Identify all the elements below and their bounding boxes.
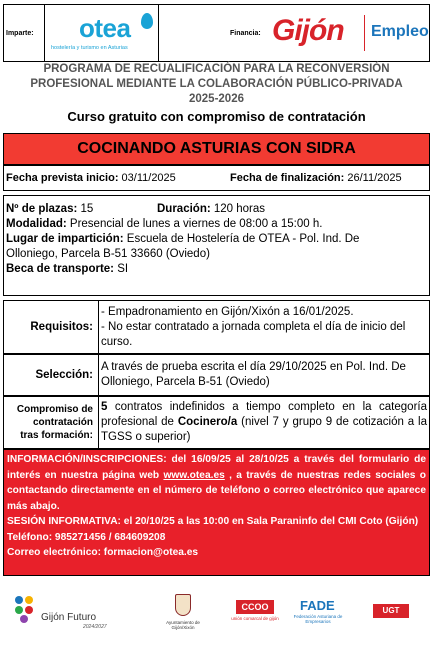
requisitos-row <box>3 300 430 354</box>
ayuntamiento-shield-icon <box>175 594 191 616</box>
lugar-row <box>6 232 427 247</box>
categoria: Cocinero/a <box>177 416 238 428</box>
empleo-logo: Empleo <box>371 23 429 40</box>
requisito-item: - No estar contratado a jornada completa el día de inicio del curso. <box>101 320 406 348</box>
start-date-value: 03/11/2025 <box>121 172 176 184</box>
footer-logos <box>3 590 430 640</box>
course-title: COCINANDO ASTURIAS CON SIDRA <box>77 140 356 157</box>
program-line-1: PROGRAMA DE RECUALIFICACIÓN PARA LA RECONVERSIÓN <box>43 63 390 75</box>
ccoo-subtitle: unión comarcal de gijón <box>231 616 279 621</box>
contratos-count: 5 <box>101 401 108 413</box>
program-line-2: PROFESIONAL MEDIANTE LA COLABORACIÓN PÚBLICO-PRIVADA <box>30 78 403 90</box>
otea-logo <box>44 5 159 61</box>
gijon-futuro-year: 2024/2027 <box>83 624 107 630</box>
course-title-band <box>3 133 430 165</box>
duracion <box>157 202 265 217</box>
course-info <box>3 195 430 296</box>
compromiso-label <box>4 397 99 448</box>
beca-value: SI <box>117 263 129 275</box>
fade-logo: FADE <box>300 598 335 613</box>
inscripciones-text <box>7 452 426 514</box>
gijon-futuro-mark-icon <box>15 596 37 624</box>
course-subtitle: Curso gratuito con compromiso de contratación <box>67 109 366 124</box>
duracion-label: Duración: <box>157 203 211 215</box>
duracion-value: 120 horas <box>213 203 266 215</box>
requisitos-values <box>101 301 427 353</box>
program-title <box>3 62 430 125</box>
plazas-value: 15 <box>80 203 94 215</box>
program-years: 2025-2026 <box>189 93 244 105</box>
lugar-row-2 <box>6 247 427 262</box>
otea-tagline: hostelería y turismo en Asturias <box>51 45 128 51</box>
compromiso-text <box>101 400 427 445</box>
financia-label: Financia: <box>230 30 261 37</box>
plazas-label: Nº de plazas: <box>6 203 78 215</box>
inscripciones-text-b: , a través de nuestras redes sociales o contactando directamente en el número de teléfono o correo electrónico que aparece más abajo. <box>7 469 426 512</box>
logo-divider <box>364 15 365 51</box>
sesion-informativa: SESIÓN INFORMATIVA: el 20/10/25 a las 10:00 en Sala Paraninfo del CMI Coto (Gijón) <box>7 516 419 527</box>
modalidad-row <box>6 217 427 232</box>
compromiso-label-2: contratación <box>32 417 93 428</box>
dates-row <box>3 165 430 191</box>
fade-subtitle: Federación Asturiana de Empresarios <box>293 614 343 624</box>
seleccion-value <box>101 355 427 395</box>
otea-website-link[interactable]: www.otea.es <box>163 469 225 481</box>
lugar-value-1: Escuela de Hostelería de OTEA - Pol. Ind. De <box>126 233 360 245</box>
imparte-label: Imparte: <box>6 30 34 37</box>
lugar-label: Lugar de impartición: <box>6 233 124 245</box>
header-logos <box>3 4 430 62</box>
compromiso-label-1: Compromiso de <box>16 404 93 415</box>
beca-row <box>6 262 427 277</box>
compromiso-row <box>3 396 430 449</box>
inscripciones-text-a: INFORMACIÓN/INSCRIPCIONES: del 16/09/25 al 28/10/25 a través del formulario de interés en nuestra página web <box>7 454 426 481</box>
correo: Correo electrónico: formacion@otea.es <box>7 547 199 558</box>
otea-wordmark: otea <box>79 13 131 43</box>
end-date-label: Fecha de finalización: <box>230 172 345 184</box>
end-date-value: 26/11/2025 <box>347 172 402 184</box>
end-date <box>230 172 402 184</box>
requisitos-label: Requisitos: <box>4 301 99 353</box>
requisito-item: - Empadronamiento en Gijón/Xixón a 16/01/2025. <box>101 305 354 318</box>
ayuntamiento-label: Ayuntamiento de Gijón/Xixón <box>166 620 200 630</box>
seleccion-row <box>3 354 430 396</box>
beca-label: Beca de transporte: <box>6 263 115 275</box>
modalidad-value: Presencial de lunes a viernes de 08:00 a 15:00 h. <box>69 218 323 230</box>
gijon-logo: Gijón <box>272 14 344 47</box>
compromiso-value <box>101 397 427 448</box>
compromiso-text-a: contratos indefinidos a tiempo completo en la categoría profesional de <box>101 401 427 428</box>
inscripciones-box <box>3 449 430 576</box>
start-date-label: Fecha prevista inicio: <box>6 172 119 184</box>
compromiso-text-b: (nivel 7 y grupo 9 de cotización a la TGSS o superior) <box>101 416 427 443</box>
telefono: Teléfono: 985271456 / 684609208 <box>7 531 166 543</box>
seleccion-label: Selección: <box>4 355 99 395</box>
otea-drop-icon <box>141 13 153 29</box>
plazas-row <box>6 202 427 217</box>
lugar-value-2: Olloniego, Parcela B-51 33660 (Oviedo) <box>6 248 210 260</box>
gijon-futuro-logo: Gijón Futuro <box>41 612 97 623</box>
compromiso-label-3: tras formación: <box>20 430 93 441</box>
ugt-logo: UGT <box>373 604 409 618</box>
start-date <box>6 172 176 184</box>
seleccion-text: A través de prueba escrita el día 29/10/2025 en Pol. Ind. De Olloniego, Parcela B-51 (Oviedo) <box>101 361 406 388</box>
modalidad-label: Modalidad: <box>6 218 67 230</box>
ccoo-logo: CCOO <box>236 600 274 614</box>
